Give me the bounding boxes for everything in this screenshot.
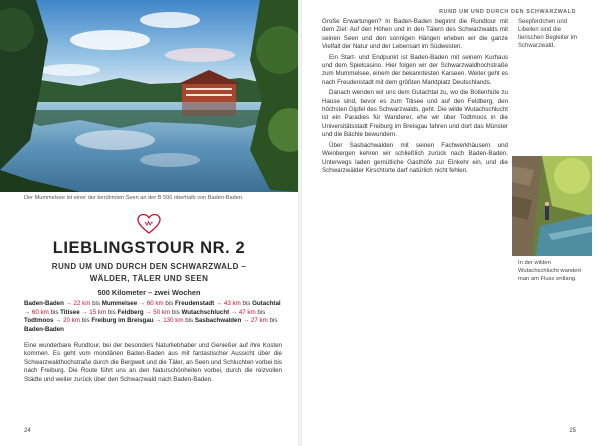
arrow-right-icon: →	[24, 308, 32, 316]
page-number-right: 25	[569, 428, 576, 434]
route-connector: bis	[106, 308, 118, 316]
paragraph: Große Erwartungen? In Baden-Baden beginnt die Rundtour mit dem Ziel: Auf den Höhen und in den Tälern des Schwarzwalds mit seinen Seen und den sonnigen Hängen erleben wir die ganze Vielfalt der Natur und der Lebensart im Südwesten.	[322, 18, 508, 51]
arrow-right-icon: →	[53, 317, 64, 325]
tour-distance: 500 Kilometer – zwei Wochen	[97, 288, 201, 297]
paragraph: Ein Start- und Endpunkt ist Baden-Baden mit seinem Kurhaus und dem Spielcasino. Hier folgen wir der Schwarzwaldhochstraße zum Mummelsee, einem der bekanntesten Karseen. Weiter geht es nach Freudenstadt mit dem größten Marktplatz Deutschlands.	[322, 53, 508, 86]
lake-photo	[0, 0, 298, 192]
route-stop: Todtmoos	[24, 317, 54, 325]
intro-paragraph: Eine wunderbare Rundtour, bei der besonders Naturliebhaber und Genießer auf ihre Kosten kommen. Es geht vom mondänen Baden-Baden aus mit fantastischer Aussicht über die Schwarzwaldhochstraße durch die Bergwelt und die Täler, an Seen und Schluchten vorbei bis nach Freiburg. Die Route führt uns an den Naturschönheiten vorbei, durch die reizvollen Städte und weiter zurück über den Schwarzwald nach Baden-Baden.	[24, 342, 282, 383]
sidebar-caption: Seepferdchen und Libellen sind die tierischen Begleiter im Schwarzwald.	[518, 19, 578, 49]
route-connector: bis	[48, 308, 61, 316]
arrow-right-icon: →	[137, 300, 147, 307]
route-stop: Titisee	[60, 308, 80, 316]
route-connector: bis	[90, 300, 102, 307]
arrow-right-icon: →	[241, 317, 251, 325]
route-connector: bis	[79, 317, 92, 325]
route-distance: 22 km	[73, 300, 91, 307]
route-distance: 50 km	[153, 308, 171, 316]
route-connector: bis	[163, 300, 176, 307]
arrow-right-icon: →	[143, 308, 154, 316]
photo-caption: Der Mummelsee ist einer der berühmten Seen an der B 500 oberhalb von Baden-Baden.	[24, 195, 244, 201]
arrow-right-icon: →	[153, 317, 164, 325]
arrow-right-icon: →	[229, 308, 239, 316]
photo-caption-right: In der wilden Wutachschlucht wandert man am Fluss entlang.	[518, 260, 582, 282]
right-page	[302, 0, 600, 446]
route-connector: bis	[267, 317, 278, 325]
route-stop: Gutachtal	[252, 300, 281, 307]
route-connector: bis	[240, 300, 253, 307]
route-distance: 15 km	[89, 308, 107, 316]
route-stop: Feldberg	[117, 308, 144, 316]
route-stop: Freiburg im Breisgau	[91, 317, 154, 325]
route-distance: 43 km	[223, 300, 241, 307]
route-stop: Sasbachwalden	[194, 317, 242, 325]
paragraph: Über Sasbachwalden mit seinen Fachwerkhäusern und Weinbergen kehren wir schließlich zurück nach Baden-Baden. Unterwegs laden gemütliche Gasthöfe zur Einkehr ein, und die Schwarzwälder Kirschtorte darf natürlich nicht fehlen.	[322, 141, 508, 174]
route-distance: 27 km	[250, 317, 268, 325]
route-distance: 47 km	[238, 308, 256, 316]
page-number-left: 24	[24, 428, 31, 434]
tour-subtitle-line1: RUND UM UND DURCH DEN SCHWARZWALD –	[51, 262, 247, 271]
paragraph: Danach wenden wir uns dem Gutachtal zu, wo die Bollenhüte zu Hause sind, bevor es zum Titisee und auf den Feldberg, den höchsten Gipfel des Schwarzwalds, geht. Die wilde Wutachschlucht ist ein Paradies für Wanderer, ehe wir über Todtmoos in die Universitätsstadt Freiburg im Breisgau fahren und dort das Münster und die Bächle bewundern.	[322, 89, 508, 139]
route-stop: Wutachschlucht	[181, 308, 230, 316]
route-distance: 130 km	[163, 317, 184, 325]
tour-subtitle-line2: WÄLDER, TÄLER UND SEEN	[89, 274, 209, 283]
route-connector: bis	[170, 308, 182, 316]
route-distance: 20 km	[63, 317, 80, 325]
route-connector: bis	[255, 308, 266, 316]
running-head: RUND UM UND DURCH DEN SCHWARZWALD	[439, 9, 576, 15]
route-distance: 60 km	[31, 308, 49, 316]
tour-title: LIEBLINGSTOUR NR. 2	[52, 239, 246, 257]
arrow-right-icon: →	[63, 300, 74, 307]
route-stop: Baden-Baden	[24, 300, 64, 307]
route-stop: Freudenstadt	[175, 300, 215, 307]
main-text-column	[322, 18, 508, 177]
route-connector: bis	[183, 317, 195, 325]
left-page	[0, 0, 298, 446]
route-stop: Mummelsee	[101, 300, 138, 307]
route-list	[24, 300, 282, 334]
heart-icon	[137, 213, 161, 235]
gorge-photo	[512, 156, 592, 256]
arrow-right-icon: →	[214, 300, 224, 307]
route-distance: 60 km	[146, 300, 164, 307]
route-stop: Baden-Baden	[24, 325, 64, 333]
arrow-right-icon: →	[79, 308, 90, 316]
